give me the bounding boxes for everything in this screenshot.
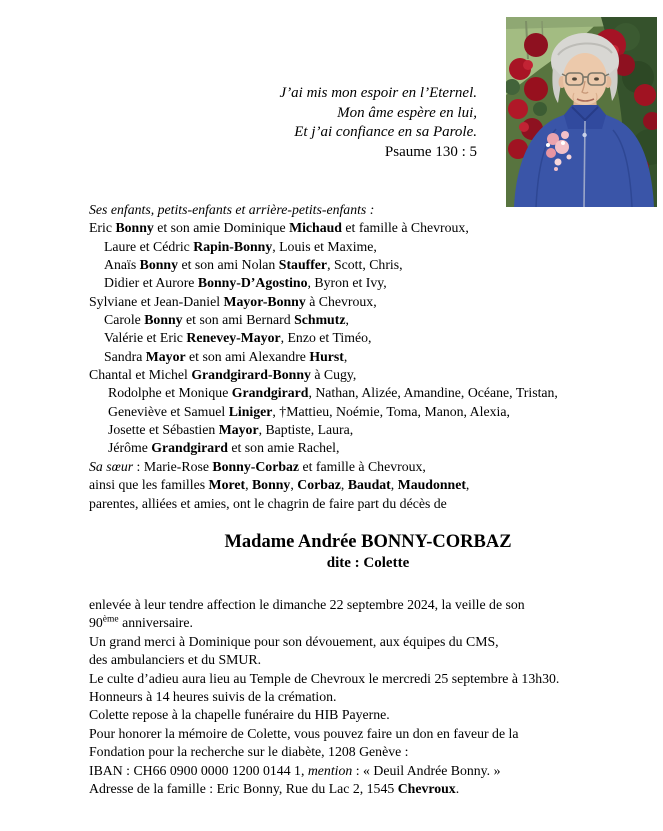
text-segment: Rapin-Bonny [193, 238, 273, 254]
text-segment: Bonny-Corbaz [212, 458, 300, 474]
text-line [89, 458, 655, 476]
text-line [89, 274, 655, 292]
text-segment: et son amie Dominique [153, 220, 290, 236]
text-segment: Mayor-Bonny [223, 293, 306, 309]
text-segment: Valérie et Eric [104, 330, 187, 346]
text-line [89, 670, 659, 688]
text-segment: Liniger [228, 403, 273, 419]
text-segment: Anaïs [104, 257, 140, 273]
text-segment: Bonny [139, 257, 178, 273]
text-segment: et son ami Bernard [182, 312, 295, 328]
text-segment: ème [102, 614, 119, 625]
text-segment: Renevey-Mayor [186, 330, 281, 346]
text-segment: Honneurs à 14 heures suivis de la crémation. [89, 689, 337, 705]
text-segment: et famille à Chevroux, [299, 458, 426, 474]
text-line [89, 329, 655, 347]
announcement-body [89, 596, 659, 798]
portrait-photo-illustration [506, 17, 657, 207]
text-line [89, 476, 655, 494]
text-segment: anniversaire. [118, 615, 193, 631]
text-segment: Josette et Sébastien [108, 422, 219, 438]
text-segment: Ses enfants, petits-enfants et arrière-petits-enfants : [89, 202, 375, 217]
text-line [89, 688, 659, 706]
text-line [89, 366, 655, 384]
text-segment: et son ami Alexandre [185, 348, 310, 364]
text-segment: Baudat [347, 477, 391, 493]
text-segment: Mayor [218, 422, 259, 438]
text-segment: parentes, alliées et amies, ont le chagrin de faire part du décès de [89, 495, 447, 511]
text-segment: Chantal et Michel [89, 367, 192, 383]
text-segment: Carole [104, 312, 145, 328]
text-segment: à Chevroux, [305, 293, 377, 309]
text-segment: Colette repose à la chapelle funéraire du HIB Payerne. [89, 707, 390, 723]
text-segment: Psaume 130 : 5 [384, 143, 477, 160]
text-segment: Un grand merci à Dominique pour son dévouement, aux équipes du CMS, [89, 633, 499, 649]
text-segment: Chevroux [397, 781, 456, 797]
text-segment: des ambulanciers et du SMUR. [89, 652, 262, 668]
text-segment: Maudonnet [397, 477, 466, 493]
text-segment: Bonny [115, 220, 154, 236]
text-segment: Grandgirard-Bonny [191, 367, 311, 383]
text-segment: , [465, 477, 470, 493]
text-segment: , [340, 477, 348, 493]
text-line [90, 143, 477, 163]
text-segment: , †Mattieu, Noémie, Toma, Manon, Alexia, [272, 403, 510, 419]
text-segment: , [290, 477, 298, 493]
text-segment: Geneviève et Samuel [108, 403, 229, 419]
text-line [89, 439, 655, 457]
text-line [89, 725, 659, 743]
text-segment: et son ami Nolan [178, 257, 279, 273]
text-line [89, 596, 659, 614]
quote-block [90, 84, 477, 162]
text-line [89, 201, 655, 219]
text-segment: Bonny [251, 477, 291, 493]
text-segment: , Enzo et Timéo, [280, 330, 372, 346]
text-segment: Mon âme espère en lui, [337, 104, 477, 121]
text-segment: Laure et Cédric [104, 238, 194, 254]
text-segment: Sylviane et Jean-Daniel [89, 293, 224, 309]
text-segment: Grandgirard [151, 440, 228, 456]
text-line [89, 762, 659, 780]
text-segment: , Byron et Ivy, [307, 275, 387, 291]
text-line [89, 633, 659, 651]
text-line [89, 614, 659, 632]
text-segment: Et j’ai confiance en sa Parole. [294, 124, 477, 141]
text-segment: , [245, 477, 252, 493]
text-segment: Fondation pour la recherche sur le diabète, 1208 Genève : [89, 744, 409, 760]
text-segment: J’ai mis mon espoir en l’Eternel. [279, 85, 477, 101]
text-line [89, 421, 655, 439]
text-segment: à Cugy, [310, 367, 357, 383]
text-line [90, 123, 477, 143]
text-segment: , Louis et Maxime, [272, 238, 377, 254]
text-segment: 90 [89, 615, 103, 631]
text-line [89, 743, 659, 761]
text-line [89, 311, 655, 329]
text-segment: Corbaz [297, 477, 341, 493]
family-list [89, 201, 655, 513]
text-segment: , [343, 348, 348, 364]
text-line [89, 348, 655, 366]
text-segment: , Baptiste, Laura, [258, 422, 354, 438]
text-segment: Le culte d’adieu aura lieu au Temple de Chevroux le mercredi 25 septembre à 13h30. [89, 670, 560, 686]
text-segment: Bonny-D’Agostino [197, 275, 308, 291]
text-line [89, 238, 655, 256]
text-segment: Bonny [144, 312, 183, 328]
text-line [89, 256, 655, 274]
text-segment: Moret [208, 477, 246, 493]
text-line [89, 495, 655, 513]
text-line [89, 293, 655, 311]
text-line [89, 706, 659, 724]
text-line [89, 651, 659, 669]
text-line [89, 384, 655, 402]
text-segment: Jérôme [108, 440, 152, 456]
deceased-name: Madame Andrée BONNY-CORBAZ [224, 532, 512, 552]
text-segment: Didier et Aurore [104, 275, 198, 291]
portrait-photo [506, 17, 657, 207]
text-segment: Pour honorer la mémoire de Colette, vous pouvez faire un don en faveur de la [89, 725, 519, 741]
text-segment: Hurst [309, 348, 344, 364]
text-segment: , [390, 477, 398, 493]
text-segment: ainsi que les familles [89, 477, 209, 493]
text-segment: . [455, 781, 460, 797]
deceased-nickname: dite : Colette [326, 555, 410, 571]
text-segment: Eric [89, 220, 116, 236]
text-line [89, 403, 655, 421]
text-segment: , Scott, Chris, [327, 257, 403, 273]
text-segment: enlevée à leur tendre affection le dimanche 22 septembre 2024, la veille de son [89, 597, 525, 612]
text-line [89, 219, 655, 237]
text-line [89, 780, 659, 798]
text-segment: et famille à Chevroux, [341, 220, 469, 236]
text-segment: et son amie Rachel, [227, 440, 340, 456]
text-segment: : « Deuil Andrée Bonny. » [352, 762, 501, 778]
text-segment: Sandra [104, 348, 146, 364]
text-segment: Adresse de la famille : Eric Bonny, Rue du Lac 2, 1545 [89, 781, 398, 797]
text-line [90, 104, 477, 124]
text-segment: Grandgirard [231, 385, 309, 401]
text-segment: Mayor [145, 348, 186, 364]
text-segment: Sa sœur [89, 458, 134, 474]
text-segment: Schmutz [294, 312, 346, 328]
text-segment: : Marie-Rose [133, 458, 213, 474]
text-segment: Michaud [289, 220, 342, 236]
text-segment: Stauffer [278, 257, 328, 273]
text-segment: , [345, 312, 349, 328]
text-segment: IBAN : CH66 0900 0000 1200 0144 1, [89, 762, 308, 778]
text-segment: , Nathan, Alizée, Amandine, Océane, Tristan, [308, 385, 558, 401]
text-line [90, 84, 477, 104]
title-block [88, 531, 648, 573]
text-segment: Rodolphe et Monique [108, 385, 232, 401]
text-segment: mention [307, 762, 353, 778]
